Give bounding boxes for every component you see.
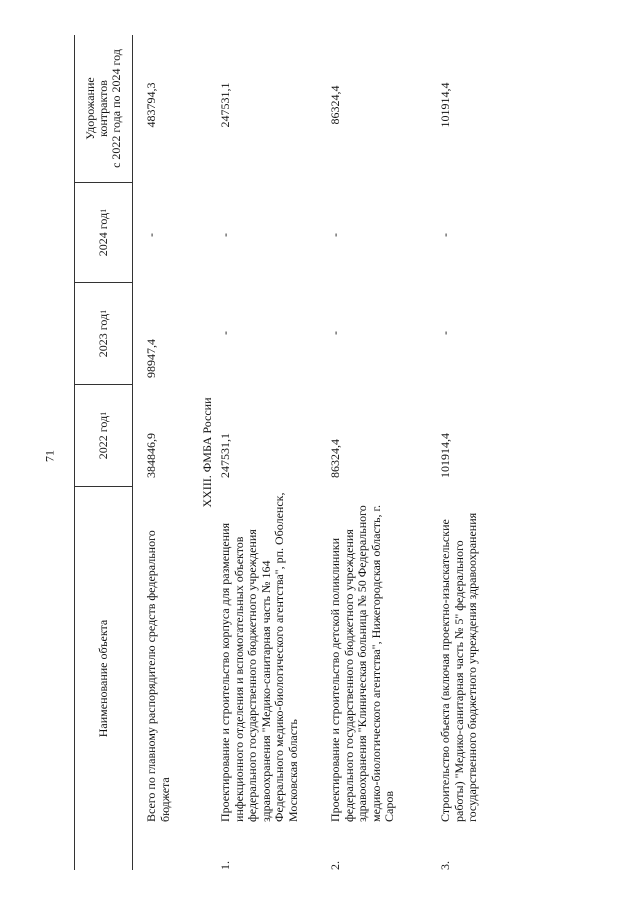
table-grid — [74, 35, 519, 870]
page-number: 71 — [42, 450, 57, 462]
row-object-name: Проектирование и строительство корпуса для размещения инфекционного отделения и вспомогательных объектов федерального государственного бюджетного учреждения здравоохранения "Медико-санитарная часть № 164 Федерального медико-биологического агентства", рп. Оболенск, Московская область — [218, 492, 300, 822]
header-year-2022: 2022 год 1 — [75, 385, 132, 487]
row-value-total: 86324,4 — [328, 85, 342, 125]
table-header — [74, 35, 133, 870]
row-value-2024: - — [328, 233, 342, 237]
budget-table — [74, 35, 479, 870]
header-year-2023: 2023 год 1 — [75, 283, 132, 385]
row-value-2022: 247531,1 — [218, 433, 232, 478]
header-year-2022-label: 2022 год — [96, 415, 110, 460]
row-value-2023: - — [438, 331, 452, 335]
row-object-name: Строительство объекта (включая проектно-изыскательские работы) "Медико-санитарная часть № 5" федерального государственного бюджетного учреждения здравоохранения — [438, 512, 479, 822]
header-contract-increase — [75, 35, 132, 183]
summary-row — [145, 35, 201, 870]
header-contract-increase-line1: Удорожание — [83, 77, 97, 140]
row-number: 2. — [328, 861, 342, 870]
row-value-total: 247531,1 — [218, 82, 232, 128]
header-year-2024-label: 2024 год — [96, 212, 110, 257]
header-year-2023-label: 2023 год — [96, 313, 110, 358]
summary-total: 483794,3 — [144, 82, 158, 128]
header-contract-increase-line3: с 2022 года по 2024 год — [109, 49, 123, 168]
row-value-2024: - — [218, 233, 232, 237]
row-value-2022: 86324,4 — [328, 439, 342, 478]
table-row — [219, 35, 329, 870]
table-row — [439, 35, 519, 870]
header-contract-increase-line2: контрактов — [96, 80, 110, 137]
header-contract-increase-text — [84, 49, 123, 168]
summary-2022: 384846,9 — [144, 433, 158, 478]
section-row — [201, 35, 219, 870]
header-object-name: Наименование объекта — [96, 619, 110, 738]
summary-2024: - — [144, 233, 158, 237]
table-row — [329, 35, 439, 870]
row-number: 3. — [438, 861, 452, 870]
row-value-2023: - — [218, 331, 232, 335]
summary-2023: 98947,4 — [144, 339, 158, 378]
summary-name: Всего по главному распорядителю средств федерального бюджета — [144, 530, 172, 822]
row-number: 1. — [218, 861, 232, 870]
row-value-2022: 101914,4 — [438, 433, 452, 478]
header-year-2024: 2024 год 1 — [75, 183, 132, 283]
row-value-total: 101914,4 — [438, 82, 452, 128]
row-object-name: Проектирование и строительство детской поликлиники федерального государственного бюджетного учреждения здравоохранения "Клиническая больница № 50 Федерального медико-биологического агентства", Нижегородская область, г. Саров — [328, 504, 396, 822]
section-title: XXIII. ФМБА России — [200, 397, 214, 508]
row-value-2024: - — [438, 233, 452, 237]
row-value-2023: - — [328, 331, 342, 335]
